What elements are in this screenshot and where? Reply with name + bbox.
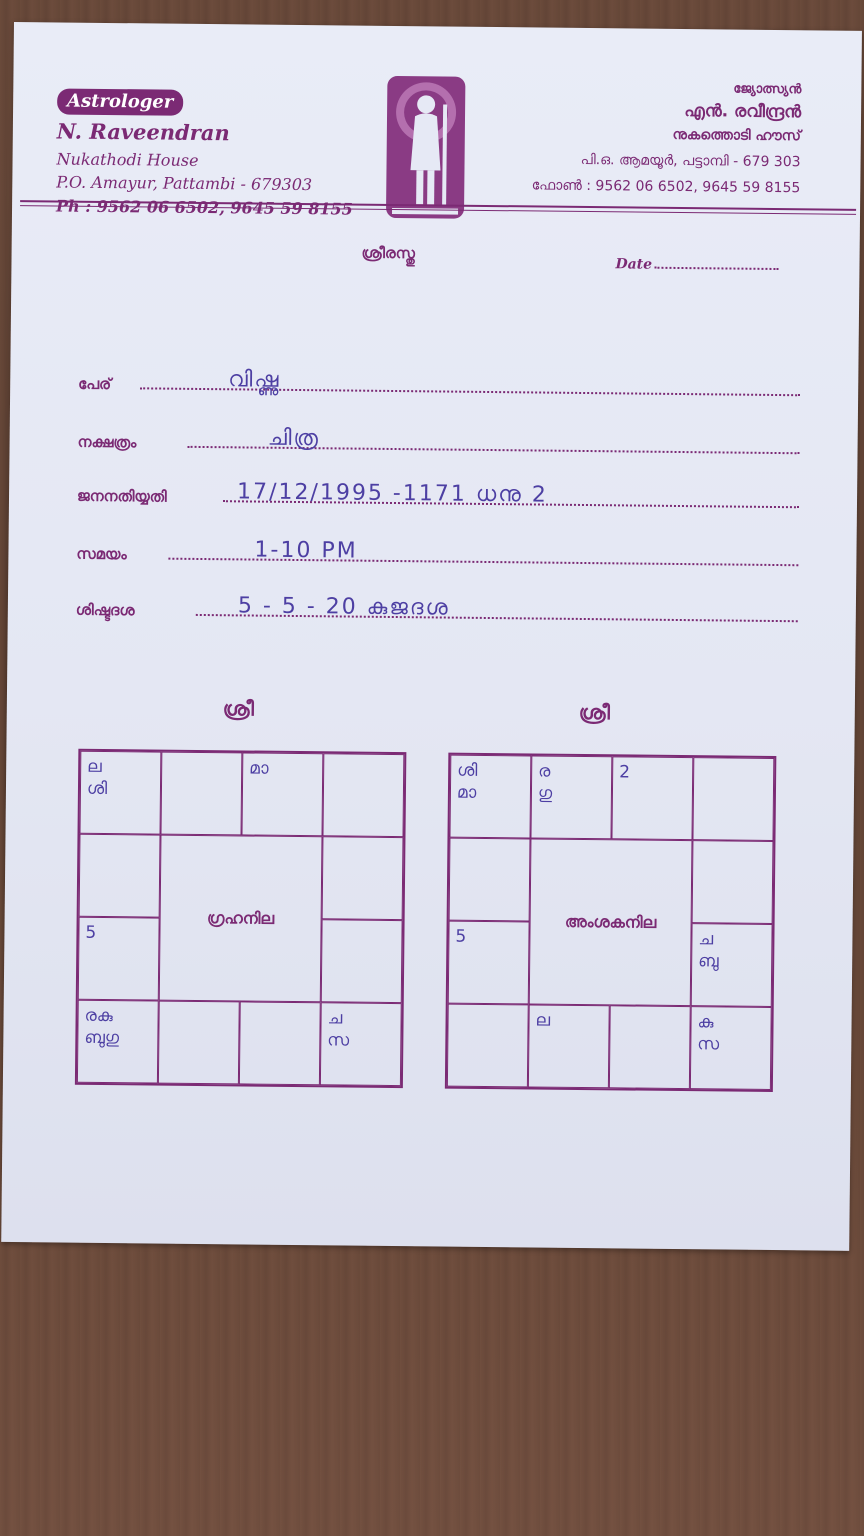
date-label: Date bbox=[615, 256, 653, 273]
chart-cell: 5 bbox=[448, 921, 530, 1005]
chart-cell bbox=[160, 752, 242, 836]
house-name-en: Nukathodi House bbox=[56, 149, 199, 170]
chart-cell: ശി മാ bbox=[449, 755, 531, 839]
field-label-time: സമയം bbox=[76, 544, 127, 564]
date-dots bbox=[654, 267, 778, 270]
phone-ml: ഫോൺ : 9562 06 6502, 9645 59 8155 bbox=[531, 177, 801, 197]
field-star bbox=[78, 421, 800, 459]
chart-cell bbox=[239, 1001, 321, 1085]
field-label-dob: ജനനതിയ്യതി bbox=[76, 486, 167, 506]
chart-cell bbox=[321, 919, 403, 1003]
chart-cell bbox=[449, 838, 531, 922]
chart-cell bbox=[79, 834, 161, 918]
navamsa-chart bbox=[445, 753, 777, 1092]
astrologer-name-en: N. Raveendran bbox=[56, 118, 230, 146]
chart-cell: 2 bbox=[611, 756, 693, 840]
chart-cell: ല bbox=[528, 1004, 610, 1088]
field-value-star: ചിത്ര bbox=[267, 425, 321, 452]
chart-cell: ച സ bbox=[320, 1002, 402, 1086]
field-value-name: വിഷ്ണു bbox=[228, 367, 281, 393]
chart-cell bbox=[692, 757, 774, 841]
house-name-ml: നുകത്തൊടി ഹൗസ് bbox=[672, 126, 801, 145]
field-value-balance-dasa: 5 - 5 - 20 കുജദശ bbox=[237, 593, 450, 621]
sree-right: ശ്രീ bbox=[578, 699, 611, 725]
chart-cell: രകു ബുഗു bbox=[77, 1000, 159, 1084]
chart-center-title: അംശകനില bbox=[529, 838, 693, 1006]
chart-cell bbox=[447, 1004, 529, 1088]
chart-center-title: ഗ്രഹനില bbox=[159, 835, 323, 1003]
date-field bbox=[615, 256, 778, 274]
chart-cell: മാ bbox=[241, 752, 323, 836]
horoscope-sheet bbox=[1, 22, 862, 1251]
phone-en: Ph : 9562 06 6502, 9645 59 8155 bbox=[55, 196, 353, 219]
chart-cell bbox=[322, 753, 404, 837]
chart-cell: ച ബു bbox=[691, 923, 773, 1007]
field-value-time: 1-10 PM bbox=[254, 537, 358, 564]
astrologer-badge: Astrologer bbox=[57, 88, 183, 115]
astrologer-name-ml: എൻ. രവീന്ദ്രൻ bbox=[684, 101, 802, 123]
title-ml: ജ്യോത്സ്യൻ bbox=[733, 81, 802, 98]
field-dob bbox=[77, 475, 799, 513]
sree-left: ശ്രീ bbox=[222, 696, 255, 721]
field-time bbox=[76, 533, 798, 571]
chart-cell bbox=[158, 1001, 240, 1085]
address-ml: പി.ഒ. ആമയൂർ, പട്ടാമ്പി - 679 303 bbox=[580, 151, 801, 171]
chart-cell bbox=[609, 1005, 691, 1089]
chart-cell: ല ശി bbox=[80, 751, 162, 835]
chart-cell: ര ഗു bbox=[530, 755, 612, 839]
rasi-chart bbox=[75, 749, 407, 1088]
address-en: P.O. Amayur, Pattambi - 679303 bbox=[56, 172, 313, 195]
field-name bbox=[78, 363, 800, 401]
chart-cell bbox=[692, 840, 774, 924]
field-value-dob: 17/12/1995 -1171 ധനു 2 bbox=[236, 479, 548, 508]
chart-cell: കു സ bbox=[690, 1006, 772, 1090]
field-label-star: നക്ഷത്രം bbox=[77, 432, 137, 452]
chart-cell: 5 bbox=[78, 917, 160, 1001]
field-label-balance-dasa: ശിഷ്ടദശ bbox=[75, 600, 135, 620]
field-balance-dasa bbox=[76, 589, 798, 627]
field-label-name: പേര് bbox=[78, 374, 112, 394]
sreerasthu-heading: ശ്രീരസ്തു bbox=[361, 243, 415, 263]
chart-cell bbox=[322, 836, 404, 920]
deity-emblem-icon bbox=[384, 74, 468, 221]
